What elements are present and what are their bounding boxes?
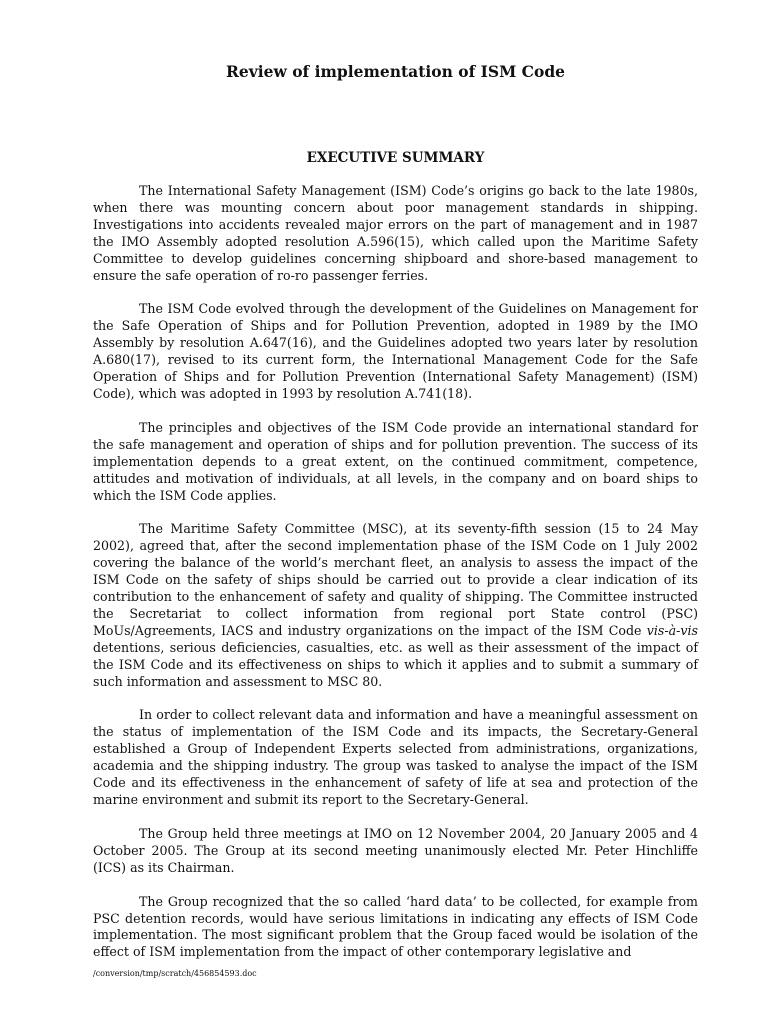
paragraph-3: The principles and objectives of the ISM Code provide an international standard for the safe management and operation of ships and for pollution prevention. The success of its implementation depends to a great extent, on the continued commitment, competence, attitudes and motivation of individuals, at all levels, in the company and on board ships to which the ISM Code applies. — [93, 419, 698, 503]
paragraph-4-text-before: The Maritime Safety Committee (MSC), at its seventy-fifth session (15 to 24 May 2002), agreed that, after the second implementation phase of the ISM Code on 1 July 2002 covering the balance of the world’s merchant fleet, an analysis to assess the impact of the ISM Code on the safety of ships should be carried out to provide a clear indication of its contribution to the enhancement of safety and quality of shipping. The Committee instructed the Secretariat to collect information from regional port State control (PSC) MoUs/Agreements, IACS and industry organizations on the impact of the ISM Code — [93, 521, 698, 638]
footer-file-path: /conversion/tmp/scratch/456854593.doc — [93, 969, 257, 978]
document-body — [93, 183, 698, 978]
paragraph-7: The Group recognized that the so called ‘hard data’ to be collected, for example from PSC detention records, would have serious limitations in indicating any effects of ISM Code implementation. The most significant problem that the Group faced would be isolation of the effect of ISM implementation from the impact of other contemporary legislative and — [93, 893, 698, 960]
paragraph-4 — [93, 521, 698, 690]
paragraph-5: In order to collect relevant data and information and have a meaningful assessment on the status of implementation of the ISM Code and its impacts, the Secretary-General established a Group of Independent Experts selected from administrations, organizations, academia and the shipping industry. The group was tasked to analyse the impact of the ISM Code and its effectiveness in the enhancement of safety of life at sea and protection of the marine environment and submit its report to the Secretary-General. — [93, 707, 698, 807]
section-heading: EXECUTIVE SUMMARY — [306, 150, 485, 166]
paragraph-2: The ISM Code evolved through the development of the Guidelines on Management for the Safe Operation of Ships and for Pollution Prevention, adopted in 1989 by the IMO Assembly by resolution A.647(16), and the Guidelines adopted two years later by resolution A.680(17), revised to its current form, the International Management Code for the Safe Operation of Ships and for Pollution Prevention (International Safety Management) (ISM) Code), which was adopted in 1993 by resolution A.741(18). — [93, 301, 698, 401]
paragraph-4-italic-term: vis-à-vis — [646, 622, 698, 638]
paragraph-6: The Group held three meetings at IMO on 12 November 2004, 20 January 2005 and 4 October 2005. The Group at its second meeting unanimously elected Mr. Peter Hinchliffe (ICS) as its Chairman. — [93, 825, 698, 875]
paragraph-1: The International Safety Management (ISM) Code’s origins go back to the late 1980s, when there was mounting concern about poor management standards in shipping. Investigations into accidents revealed major errors on the part of management and in 1987 the IMO Assembly adopted resolution A.596(15), which called upon the Maritime Safety Committee to develop guidelines concerning shipboard and shore-based management to ensure the safe operation of ro-ro passenger ferries. — [93, 183, 698, 283]
document-title: Review of implementation of ISM Code — [225, 62, 566, 81]
paragraph-4-text-after: detentions, serious deficiencies, casualties, etc. as well as their assessment of the impact of the ISM Code and its effectiveness on ships to which it applies and to submit a summary of such information and assessment to MSC 80. — [93, 639, 698, 689]
